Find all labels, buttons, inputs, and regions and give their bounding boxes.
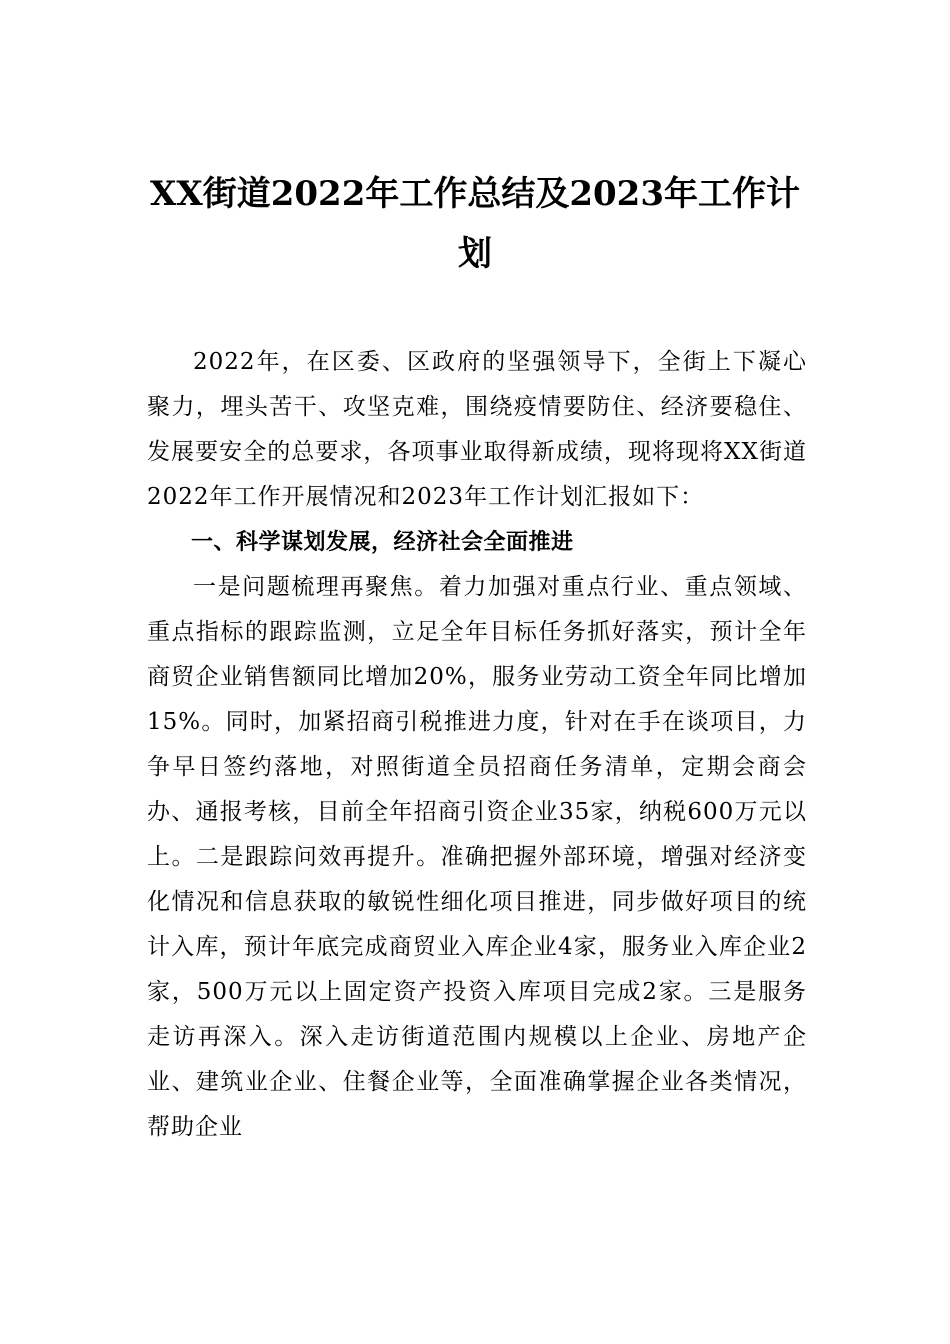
section-heading: 一、科学谋划发展，经济社会全面推进 bbox=[191, 530, 574, 555]
section-paragraph: 一是问题梳理再聚焦。着力加强对重点行业、重点领域、重点指标的跟踪监测，立足全年目标任务抓好落实，预计全年商贸企业销售额同比增加20%，服务业劳动工资全年同比增加15%。同时，加紧招商引税推进力度，针对在手在谈项目，力争早日签约落地，对照街道全员招商任务清单，定期会商会办、通报考核，目前全年招商引资企业35家，纳税600万元以上。二是跟踪问效再提升。准确把握外部环境，增强对经济变化情况和信息获取的敏锐性细化项目推进，同步做好项目的统计入库，预计年底完成商贸业入库企业4家，服务业入库企业2家，500万元以上固定资产投资入库项目完成2家。三是服务走访再深入。深入走访街道范围内规模以上企业、房地产企业、建筑业企业、住餐企业等，全面准确掌握企业各类情况，帮助企业 bbox=[147, 574, 807, 1140]
intro-paragraph: 2022年，在区委、区政府的坚强领导下，全街上下凝心聚力，埋头苦干、攻坚克难，围绕疫情要防住、经济要稳住、发展要安全的总要求，各项事业取得新成绩，现将现将XX街道2022年工作开展情况和2023年工作计划汇报如下： bbox=[147, 349, 807, 510]
document-title: XX街道2022年工作总结及2023年工作计划 bbox=[149, 174, 801, 274]
document-body bbox=[147, 340, 807, 1150]
